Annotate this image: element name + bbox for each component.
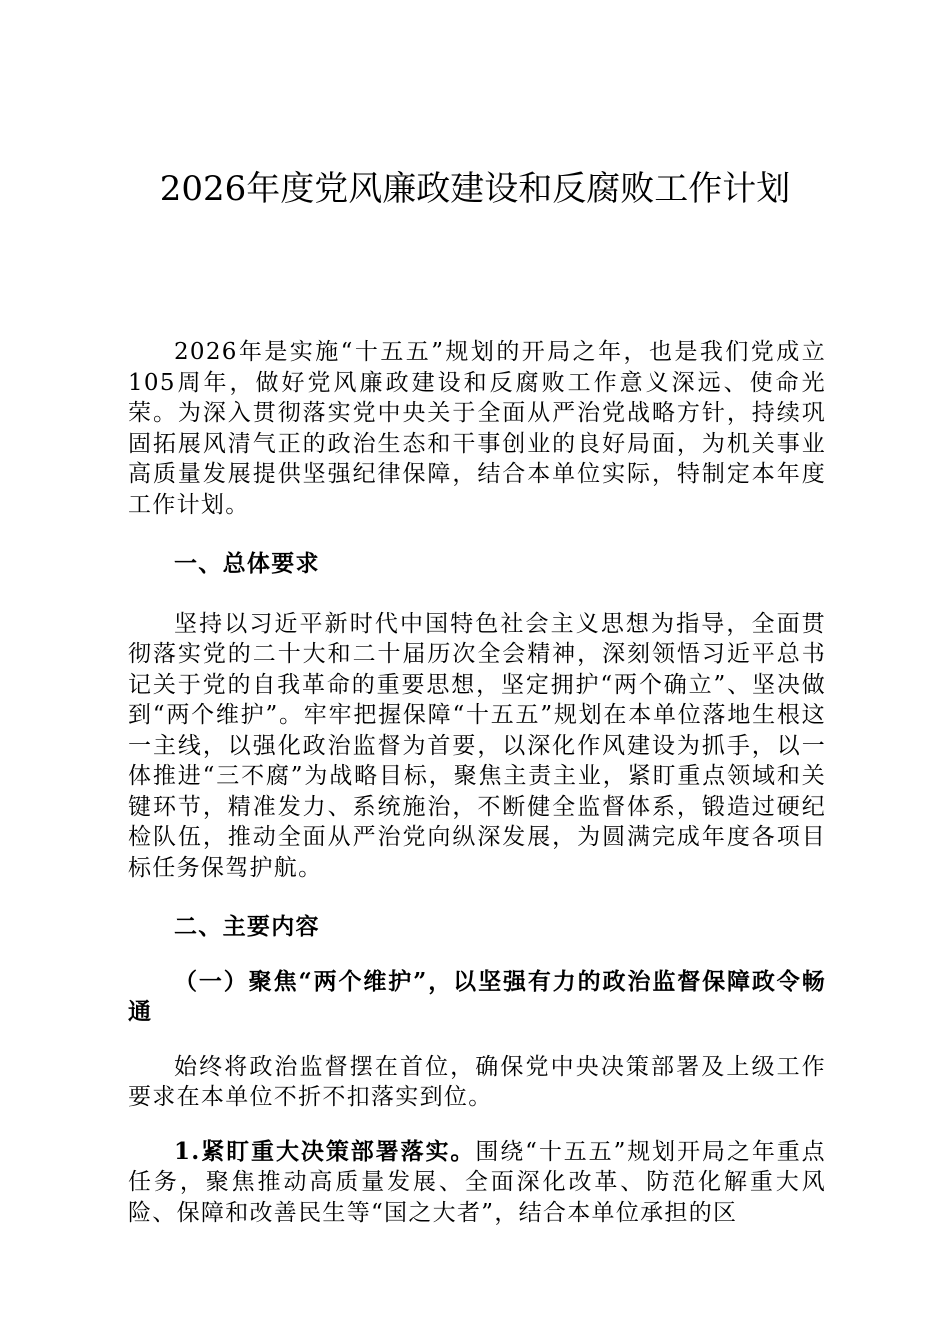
subsection-1-paragraph: 始终将政治监督摆在首位，确保党中央决策部署及上级工作要求在本单位不折不扣落实到位。	[128, 1053, 826, 1110]
intro-paragraph: 2026年是实施“十五五”规划的开局之年，也是我们党成立105周年，做好党风廉政建设和反腐败工作意义深远、使命光荣。为深入贯彻落实党中央关于全面从严治党战略方针，持续巩固拓展风清气正的政治生态和干事创业的良好局面，为机关事业高质量发展提供坚强纪律保障，结合本单位实际，特制定本年度工作计划。	[128, 339, 826, 518]
document-body	[128, 337, 826, 1228]
section-heading-overall-requirements: 一、总体要求	[174, 550, 320, 577]
overall-requirements-paragraph: 坚持以习近平新时代中国特色社会主义思想为指导，全面贯彻落实党的二十大和二十届历次全会精神，深刻领悟习近平总书记关于党的自我革命的重要思想，坚定拥护“两个确立”、坚决做到“两个维护”。牢牢把握保障“十五五”规划在本单位落地生根这一主线，以强化政治监督为首要，以深化作风建设为抓手，以一体推进“三不腐”为战略目标，聚焦主责主业，紧盯重点领域和关键环节，精准发力、系统施治，不断健全监督体系，锻造过硬纪检队伍，推动全面从严治党向纵深发展，为圆满完成年度各项目标任务保驾护航。	[128, 610, 826, 881]
item-1-body: 围绕“十五五”规划开局之年重点任务，聚焦推动高质量发展、全面深化改革、防范化解重大风险、保障和改善民生等“国之大者”，结合本单位承担的区	[128, 1138, 826, 1226]
document-title: 2026年度党风廉政建设和反腐败工作计划	[159, 169, 791, 209]
item-1-paragraph	[128, 1137, 826, 1229]
subsection-heading-1: （一）聚焦“两个维护”，以坚强有力的政治监督保障政令畅通	[128, 967, 826, 1025]
item-1-lead: 1.紧盯重大决策部署落实。	[174, 1137, 476, 1165]
section-heading-main-content: 二、主要内容	[174, 913, 320, 940]
